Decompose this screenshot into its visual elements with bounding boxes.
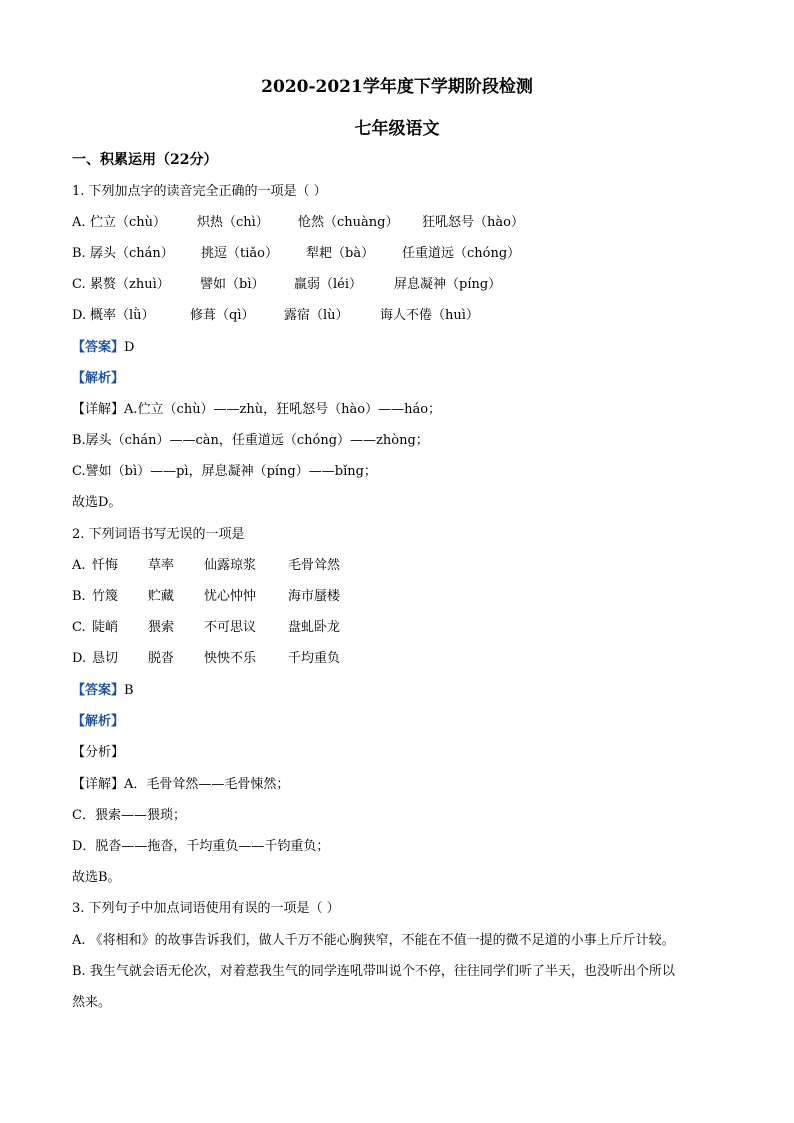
answer-tag: 【答案】 bbox=[72, 340, 125, 355]
option-item: 伫立（chù） bbox=[90, 215, 167, 230]
option-label: D. bbox=[72, 308, 87, 323]
answer-tag: 【答案】 bbox=[72, 683, 125, 698]
q1-detail-line: B.孱头（chán）——càn，任重道远（chóng）——zhòng； bbox=[72, 433, 429, 448]
option-item: 猥索 bbox=[148, 620, 175, 635]
option-item: 露宿（lù） bbox=[284, 308, 349, 323]
option-item: 贮藏 bbox=[148, 589, 175, 604]
option-label: B. bbox=[72, 246, 86, 261]
option-item: 修葺（qì） bbox=[190, 308, 255, 323]
q2-detail-line: C．猥索——猥琐； bbox=[72, 808, 186, 823]
q1-detail-line: C.譬如（bì）——pì，屏息凝神（píng）——bǐng； bbox=[72, 464, 377, 479]
question-3-stem: 3. 下列句子中加点词语使用有误的一项是（ ） bbox=[72, 901, 340, 916]
option-label: B. bbox=[72, 589, 86, 604]
option-item: 海市蜃楼 bbox=[288, 589, 341, 604]
detail-tag: 【详解】 bbox=[72, 777, 125, 792]
page-title: 2020-2021学年度下学期阶段检测 bbox=[261, 77, 533, 97]
fenxi-tag: 【分析】 bbox=[72, 745, 125, 760]
option-item: 挑逗（tiǎo） bbox=[201, 246, 278, 261]
option-item: 孱头（chán） bbox=[90, 246, 174, 261]
option-label: D. bbox=[72, 651, 87, 666]
option-item: 草率 bbox=[148, 558, 175, 573]
q3-option-b-continued: 然来。 bbox=[72, 995, 112, 1010]
q1-detail-line bbox=[72, 400, 441, 420]
detail-tag: 【详解】 bbox=[72, 402, 125, 417]
analysis-tag: 【解析】 bbox=[72, 371, 125, 386]
option-item: 脱沓 bbox=[148, 651, 175, 666]
q2-analysis bbox=[72, 712, 124, 732]
option-item: 譬如（bì） bbox=[200, 277, 265, 292]
option-item: 炽热（chì） bbox=[197, 215, 269, 230]
q2-detail-line: D．脱沓——拖沓，千均重负——千钧重负； bbox=[72, 839, 330, 854]
detail-text: A．毛骨耸然——毛骨悚然； bbox=[124, 777, 290, 792]
option-item: 犁耙（bà） bbox=[306, 246, 375, 261]
option-label: C. bbox=[72, 277, 86, 292]
option-item: 竹篾 bbox=[92, 589, 119, 604]
option-item: 忏悔 bbox=[92, 558, 119, 573]
option-item: 千均重负 bbox=[288, 651, 341, 666]
q2-conclusion: 故选B。 bbox=[72, 870, 121, 885]
answer-value: D bbox=[124, 340, 135, 355]
q1-analysis bbox=[72, 369, 124, 389]
analysis-tag: 【解析】 bbox=[72, 714, 125, 729]
option-item: 盘虬卧龙 bbox=[288, 620, 341, 635]
option-item: 羸弱（léi） bbox=[294, 277, 363, 292]
option-item: 屏息凝神（píng） bbox=[394, 277, 502, 292]
question-1-stem: 1. 下列加点字的读音完全正确的一项是（ ） bbox=[72, 184, 327, 199]
option-item: 陡峭 bbox=[92, 620, 119, 635]
option-item: 忧心忡忡 bbox=[204, 589, 257, 604]
option-item: 狂吼怒号（hào） bbox=[422, 215, 524, 230]
option-item: 概率（lǜ） bbox=[90, 308, 155, 323]
q3-option-b: B. 我生气就会语无伦次，对着惹我生气的同学连吼带叫说个不停，往往同学们听了半天，也没听出个所以 bbox=[72, 964, 675, 979]
option-item: 累赘（zhuì） bbox=[90, 277, 170, 292]
section-heading: 一、积累运用（22分） bbox=[72, 152, 218, 168]
option-item: 怆然（chuàng） bbox=[298, 215, 399, 230]
q3-option-a: A. 《将相和》的故事告诉我们，做人千万不能心胸狭窄，不能在不值一提的微不足道的小事上斤斤计较。 bbox=[72, 933, 675, 948]
option-item: 恳切 bbox=[92, 651, 119, 666]
option-item: 毛骨耸然 bbox=[288, 558, 341, 573]
option-item: 怏怏不乐 bbox=[204, 651, 257, 666]
question-2-stem: 2. 下列词语书写无误的一项是 bbox=[72, 527, 245, 542]
option-label: C. bbox=[72, 620, 86, 635]
option-item: 不可思议 bbox=[204, 620, 257, 635]
page-subtitle: 七年级语文 bbox=[354, 119, 440, 139]
option-label: A. bbox=[72, 215, 86, 230]
option-label: A. bbox=[72, 558, 86, 573]
option-item: 任重道远（chóng） bbox=[402, 246, 521, 261]
q1-conclusion: 故选D。 bbox=[72, 495, 122, 510]
option-item: 诲人不倦（huì） bbox=[380, 308, 479, 323]
q2-fenxi bbox=[72, 743, 124, 763]
q2-answer bbox=[72, 681, 134, 701]
option-item: 仙露琼浆 bbox=[204, 558, 257, 573]
q2-detail-line bbox=[72, 775, 289, 795]
q1-answer bbox=[72, 338, 134, 358]
detail-text: A.伫立（chù）——zhù，狂吼怒号（hào）——háo； bbox=[124, 402, 442, 417]
answer-value: B bbox=[124, 683, 134, 698]
